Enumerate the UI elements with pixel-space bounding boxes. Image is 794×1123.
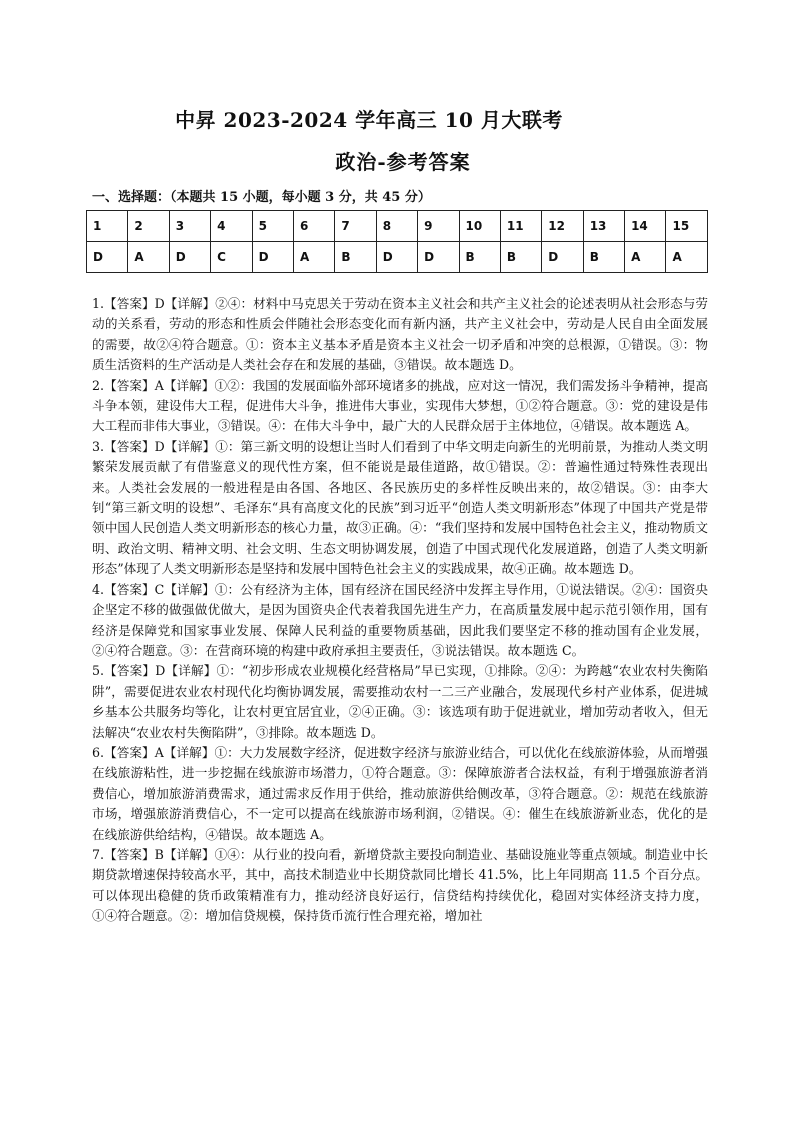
explanation-paragraph: 3.【答案】D【详解】①：第三新文明的设想让当时人们看到了中华文明走向新生的光明前景，为推动人类文明繁荣发展贡献了有借鉴意义的现代性方案，但不能说是最佳道路，故①错误。②：普遍性通过特殊性表现出来。人类社会发展的一般进程是由各国、各地区、各民族历史的多样性反映出来的，故②错误。③：由李大钊“第三新文明的设想”、毛泽东“具有高度文化的民族”到习近平“创造人类文明新形态”体现了中国共产党是带领中国人民创造人类文明新形态的核心力量，故③正确。④：“我们坚持和发展中国特色社会主义，推动物质文明、政治文明、精神文明、社会文明、生态文明协调发展，创造了中国式现代化发展道路，创造了人类文明新形态”体现了人类文明新形态是坚持和发展中国特色社会主义的实践成果，故④正确。故本题选 D。 xyxy=(92,438,708,577)
page-title: 中昇 2023-2024 学年高三 10 月大联考 xyxy=(175,108,563,132)
answer-cell: B xyxy=(583,242,624,273)
question-number-cell: 3 xyxy=(169,211,210,242)
answer-cell: A xyxy=(293,242,334,273)
question-number-cell: 8 xyxy=(376,211,417,242)
page-subtitle: 政治-参考答案 xyxy=(335,150,471,174)
question-number-cell: 11 xyxy=(500,211,541,242)
explanation-paragraph: 7.【答案】B【详解】①④：从行业的投向看，新增贷款主要投向制造业、基础设施业等重点领域。制造业中长期贷款增速保持较高水平，其中，高技术制造业中长期贷款同比增长 41.5%，比上年同期高 11.5 个百分点。可以体现出稳健的货币政策精准有力，推动经济良好运行，信贷结构持续优化，稳固对实体经济支持力度，①④符合题意。②：增加信贷规模，保持货币流行性合理充裕，增加社 xyxy=(92,846,708,924)
question-number-cell: 15 xyxy=(666,211,708,242)
explanations xyxy=(92,294,708,927)
question-number-cell: 7 xyxy=(335,211,376,242)
answer-cell: B xyxy=(500,242,541,273)
question-number-row xyxy=(87,211,708,242)
explanation-paragraph: 2.【答案】A【详解】①②：我国的发展面临外部环境诸多的挑战，应对这一情况，我们需发扬斗争精神，提高斗争本领，建设伟大工程，促进伟大斗争，推进伟大事业，实现伟大梦想，①②符合题意。③：党的建设是伟大工程而非伟大事业，③错误。④：在伟大斗争中，最广大的人民群众居于主体地位，④错误。故本题选 A。 xyxy=(92,377,708,434)
explanation-paragraph: 1.【答案】D【详解】②④：材料中马克思关于劳动在资本主义社会和共产主义社会的论述表明从社会形态与劳动的关系看，劳动的形态和性质会伴随社会形态变化而有新内涵，共产主义社会中，劳动是人民自由全面发展的需要，故②④符合题意。①：资本主义基本矛盾是资本主义社会一切矛盾和冲突的总根源，①错误。③：物质生活资料的生产活动是人类社会存在和发展的基础，③错误。故本题选 D。 xyxy=(92,296,708,373)
answer-cell: D xyxy=(169,242,210,273)
answer-cell: C xyxy=(211,242,252,273)
question-number-cell: 14 xyxy=(625,211,666,242)
question-number-cell: 13 xyxy=(583,211,624,242)
answer-cell: D xyxy=(252,242,293,273)
question-number-cell: 4 xyxy=(211,211,252,242)
question-number-cell: 10 xyxy=(459,211,500,242)
explanation-paragraph: 5.【答案】D【详解】①：“初步形成农业规模化经营格局”早已实现，①排除。②④：为跨越“农业农村失衡陷阱”，需要促进农业农村现代化均衡协调发展，需要推动农村一二三产业融合，发展现代乡村产业体系，促进城乡基本公共服务均等化，让农村更宜居宜业，②④正确。③：该选项有助于促进就业，增加劳动者收入，但无法解决“农业农村失衡陷阱”，③排除。故本题选 D。 xyxy=(92,663,708,740)
answer-cell: B xyxy=(459,242,500,273)
question-number-cell: 5 xyxy=(252,211,293,242)
question-number-cell: 9 xyxy=(418,211,459,242)
explanation-paragraph: 6.【答案】A【详解】①：大力发展数字经济，促进数字经济与旅游业结合，可以优化在线旅游体验，从而增强在线旅游粘性，进一步挖掘在线旅游市场潜力，①符合题意。③：保障旅游者合法权益，有利于增强旅游者消费信心，增加旅游消费需求，通过需求反作用于供给，推动旅游供给侧改革，③符合题意。②：规范在线旅游市场，增强旅游消费信心，不一定可以提高在线旅游市场利润，②错误。④：催生在线旅游新业态，优化的是在线旅游供给结构，④错误。故本题选 A。 xyxy=(92,744,708,842)
answer-cell: A xyxy=(128,242,169,273)
answer-cell: A xyxy=(666,242,708,273)
question-number-cell: 12 xyxy=(542,211,583,242)
answer-cell: D xyxy=(542,242,583,273)
section-heading: 一、选择题：（本题共 15 小题，每小题 3 分，共 45 分） xyxy=(92,190,431,205)
answer-cell: D xyxy=(87,242,128,273)
answer-cell: A xyxy=(625,242,666,273)
question-number-cell: 6 xyxy=(293,211,334,242)
answer-cell: D xyxy=(418,242,459,273)
answer-table xyxy=(86,210,708,273)
explanation-paragraph: 4.【答案】C【详解】①：公有经济为主体，国有经济在国民经济中发挥主导作用，①说法错误。②④：国资央企坚定不移的做强做优做大，是因为国资央企代表着我国先进生产力，在高质量发展中起示范引领作用，国有经济是保障党和国家事业发展、保障人民利益的重要物质基础，因此我们要坚定不移的推动国有企业发展，②④符合题意。③：在营商环境的构建中政府承担主要责任，③说法错误。故本题选 C。 xyxy=(92,581,708,658)
answer-cell: B xyxy=(335,242,376,273)
question-number-cell: 1 xyxy=(87,211,128,242)
answer-cell: D xyxy=(376,242,417,273)
question-number-cell: 2 xyxy=(128,211,169,242)
answer-row xyxy=(87,242,708,273)
